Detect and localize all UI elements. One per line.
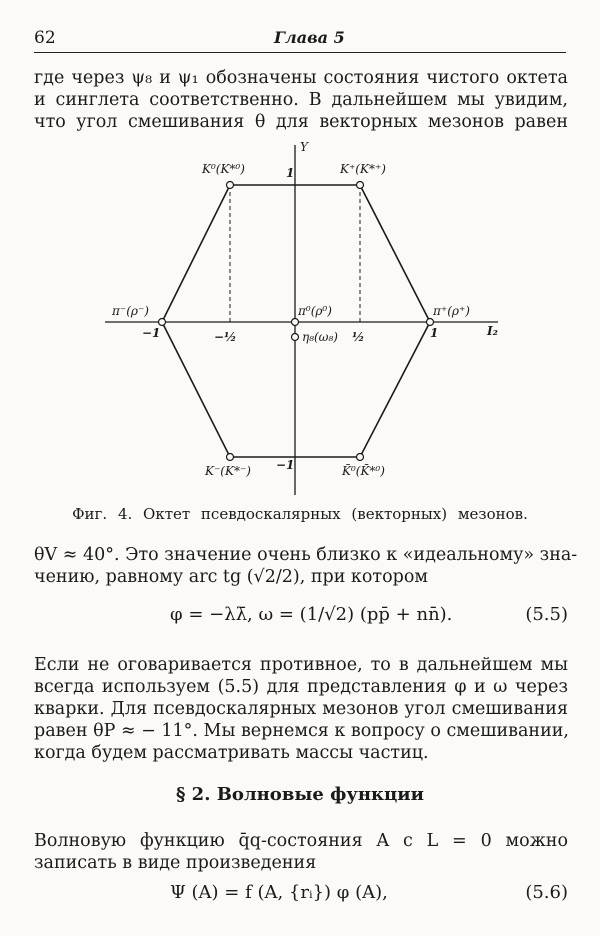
point-top-left bbox=[227, 182, 234, 189]
page-header bbox=[34, 28, 566, 52]
label-piminus: π⁻(ρ⁻) bbox=[112, 304, 149, 318]
text-line: чению, равному arc tg (√2/2), при котором bbox=[34, 567, 428, 587]
x-tick-minus-half: −½ bbox=[214, 330, 237, 344]
after-paragraph bbox=[34, 654, 568, 764]
page-number: 62 bbox=[34, 28, 56, 48]
chapter-title: Глава 5 bbox=[274, 28, 345, 47]
x-tick-minus-one: −1 bbox=[142, 326, 161, 340]
mid-paragraph bbox=[34, 544, 578, 588]
label-pi0: π⁰(ρ⁰) bbox=[298, 304, 332, 318]
final-paragraph bbox=[34, 830, 568, 874]
equation-body: Ψ (A) = f (A, {rᵢ}) φ (A), bbox=[170, 882, 388, 903]
equation-number: (5.5) bbox=[525, 604, 568, 625]
x-axis-label: I₂ bbox=[487, 324, 498, 338]
section-title: § 2. Волновые функции bbox=[175, 784, 425, 805]
meson-octet-diagram bbox=[90, 135, 520, 500]
point-top-right bbox=[357, 182, 364, 189]
header-rule bbox=[34, 52, 566, 53]
label-k0bar: K̄⁰(K̄*⁰) bbox=[342, 464, 385, 478]
text-line: равен θP ≈ − 11°. Мы вернемся к вопросу о смешивании, bbox=[34, 721, 569, 741]
label-k0: K⁰(K*⁰) bbox=[202, 162, 245, 176]
point-center-below bbox=[292, 334, 299, 341]
text-line: Если не оговаривается противное, то в дальнейшем мы bbox=[34, 655, 568, 675]
text-line: когда будем рассматривать массы частиц. bbox=[34, 743, 429, 763]
x-tick-plus-half: ½ bbox=[352, 330, 365, 344]
point-bottom-right bbox=[357, 454, 364, 461]
x-tick-plus-one: 1 bbox=[430, 326, 439, 340]
y-tick-bottom: −1 bbox=[276, 458, 295, 472]
text-line: кварки. Для псевдоскалярных мезонов угол смешивания bbox=[34, 699, 568, 719]
label-kminus: K⁻(K*⁻) bbox=[205, 464, 251, 478]
point-right bbox=[427, 319, 434, 326]
equation-body: φ = −λλ̄, ω = (1/√2) (pp̄ + nn̄). bbox=[170, 604, 453, 625]
text-line: Волновую функцию q̄q-состояния A с L = 0 можно bbox=[34, 831, 568, 851]
text-line: и синглета соответственно. В дальнейшем мы увидим, bbox=[34, 90, 568, 110]
y-axis-label: Y bbox=[300, 140, 308, 154]
text-line: всегда используем (5.5) для представления φ и ω через bbox=[34, 677, 568, 697]
text-line: что угол смешивания θ для векторных мезонов равен bbox=[34, 112, 568, 132]
point-center bbox=[292, 319, 299, 326]
equation-number: (5.6) bbox=[525, 882, 568, 903]
label-eta8: η₈(ω₈) bbox=[302, 330, 338, 344]
label-kplus: K⁺(K*⁺) bbox=[340, 162, 386, 176]
figure-caption: Фиг. 4. Октет псевдоскалярных (векторных) мезонов. bbox=[72, 505, 528, 523]
intro-paragraph bbox=[34, 67, 568, 133]
text-line: записать в виде произведения bbox=[34, 853, 317, 873]
point-left bbox=[159, 319, 166, 326]
text-line: θV ≈ 40°. Это значение очень близко к «идеальному» зна- bbox=[34, 545, 578, 565]
point-bottom-left bbox=[227, 454, 234, 461]
label-piplus: π⁺(ρ⁺) bbox=[433, 304, 470, 318]
y-tick-top: 1 bbox=[286, 166, 295, 180]
text-line: где через ψ₈ и ψ₁ обозначены состояния чистого октета bbox=[34, 68, 568, 88]
